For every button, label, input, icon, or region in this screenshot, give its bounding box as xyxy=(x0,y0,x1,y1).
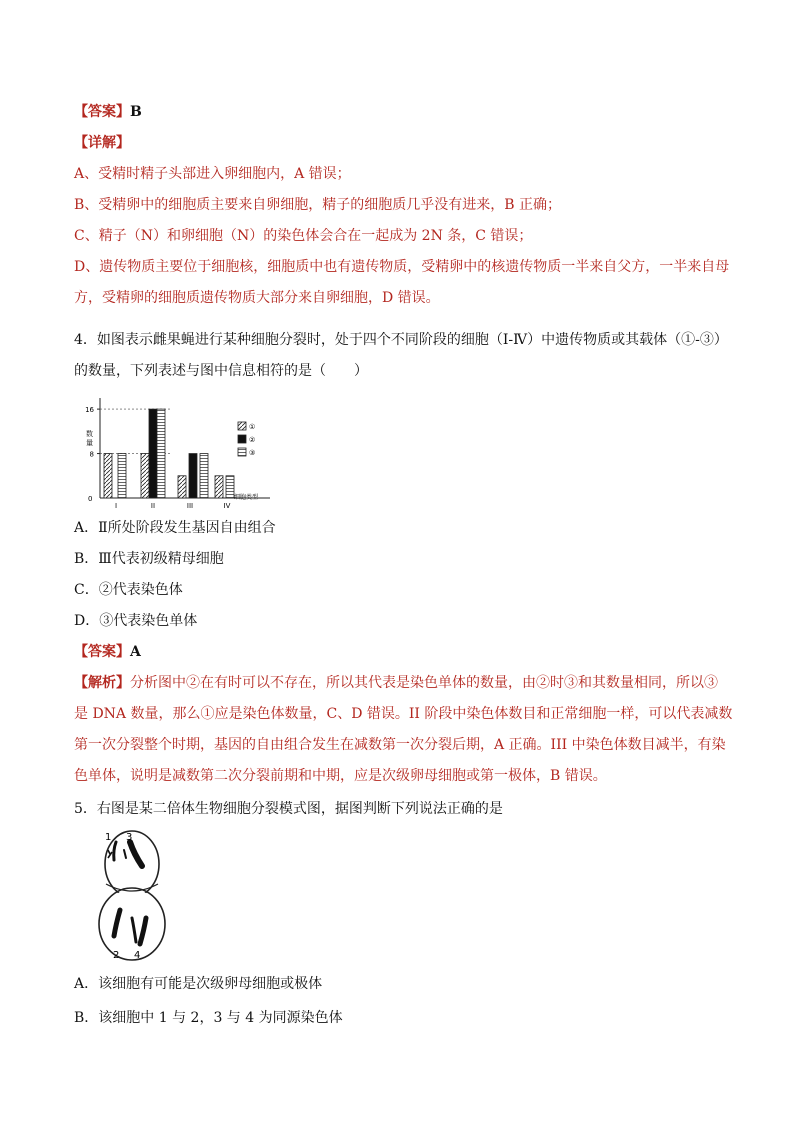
x-tick-label: II xyxy=(150,502,156,510)
q4-analysis-label: 【解析】 xyxy=(74,675,130,691)
q3-detail-line: D、遗传物质主要位于细胞核，细胞质中也有遗传物质，受精卵中的核遗传物质一半来自父方，一半来自母 xyxy=(74,259,730,275)
q4-stem-line-2: 的数量，下列表述与图中信息相符的是（ ） xyxy=(74,363,368,379)
q3-detail-line: B、受精卵中的细胞质主要来自卵细胞，精子的细胞质几乎没有进来，B 正确； xyxy=(74,197,562,213)
q4-bar-chart xyxy=(86,394,286,510)
q3-detail-line: C、精子（N）和卵细胞（N）的染色体会合在一起成为 2N 条，C 错误； xyxy=(74,228,533,244)
cell-label-3: 3 xyxy=(126,832,133,843)
y-tick-label: 8 xyxy=(89,450,94,459)
q5-stem: 5．右图是某二倍体生物细胞分裂模式图，据图判断下列说法正确的是 xyxy=(74,801,503,817)
q4-answer xyxy=(74,642,724,662)
x-tick-label: IV xyxy=(223,502,231,510)
q3-answer xyxy=(74,102,724,122)
chart-legend xyxy=(238,422,255,457)
bar-IV-series-1 xyxy=(215,476,223,498)
x-tick-label: I xyxy=(114,502,118,510)
bar-IV-series-3 xyxy=(226,476,234,498)
origin-label: 0 xyxy=(88,495,93,503)
y-axis-label: 数 xyxy=(86,430,93,438)
legend-swatch xyxy=(238,435,246,443)
q4-stem-line-1: 4．如图表示雌果蝇进行某种细胞分裂时，处于四个不同阶段的细胞（Ⅰ-Ⅳ）中遗传物质或其载体（①-③） xyxy=(74,332,728,348)
cell-division-diagram xyxy=(94,828,170,964)
bar-I-series-3 xyxy=(118,454,126,498)
q3-answer-value: B xyxy=(130,104,142,120)
legend-label: ③ xyxy=(249,449,256,457)
q5-option-b: B．该细胞中 1 与 2，3 与 4 为同源染色体 xyxy=(74,1010,343,1026)
legend-swatch xyxy=(238,448,246,456)
q4-option-b: B．Ⅲ代表初级精母细胞 xyxy=(74,551,224,567)
q4-analysis-line: 色单体，说明是减数第二次分裂前期和中期，应是次级卵母细胞或第一极体，B 错误。 xyxy=(74,768,607,784)
y-tick-label: 16 xyxy=(85,406,94,415)
bar-III-series-3 xyxy=(200,454,208,498)
x-axis-label: 细胞类型 xyxy=(234,494,259,501)
q4-option-a: A．Ⅱ所处阶段发生基因自由组合 xyxy=(74,520,276,536)
q3-detail-line: 方，受精卵的细胞质遗传物质大部分来自卵细胞，D 错误。 xyxy=(74,290,440,306)
y-axis-label: 量 xyxy=(86,439,93,447)
bar-II-series-2 xyxy=(149,409,157,498)
cell-label-4: 4 xyxy=(134,950,141,961)
cell-label-2: 2 xyxy=(113,950,120,961)
bar-I-series-1 xyxy=(104,454,112,498)
q4-analysis-line: 第一次分裂整个时期，基因的自由组合发生在减数第一次分裂后期，A 正确。III 中染色体数目减半，有染 xyxy=(74,737,726,753)
q4-analysis-line-1 xyxy=(74,673,724,693)
q5-option-a: A．该细胞有可能是次级卵母细胞或极体 xyxy=(74,976,323,992)
q4-analysis-text: 分析图中②在有时可以不存在，所以其代表是染色单体的数量，由②时③和其数量相同，所以③ xyxy=(130,675,718,691)
q4-option-d: D．③代表染色单体 xyxy=(74,613,198,629)
q4-analysis-line: 是 DNA 数量，那么①应是染色体数量，C、D 错误。II 阶段中染色体数目和正常细胞一样，可以代表减数 xyxy=(74,706,733,722)
legend-label: ② xyxy=(249,436,256,444)
legend-swatch xyxy=(238,422,246,430)
chromosome-1b xyxy=(114,842,116,860)
q4-option-c: C．②代表染色体 xyxy=(74,582,183,598)
cell-label-1: 1 xyxy=(105,832,112,843)
q4-answer-label: 【答案】 xyxy=(74,644,130,660)
legend-label: ① xyxy=(249,423,256,431)
q3-answer-label: 【答案】 xyxy=(74,104,130,120)
bar-III-series-1 xyxy=(178,476,186,498)
q4-answer-value: A xyxy=(130,644,141,660)
bar-II-series-1 xyxy=(141,454,149,498)
q3-detail-line: A、受精时精子头部进入卵细胞内，A 错误； xyxy=(74,166,351,182)
bar-III-series-2 xyxy=(189,454,197,498)
chromosome-3 xyxy=(130,842,142,866)
q3-detail-label: 【详解】 xyxy=(74,135,130,151)
bar-II-series-3 xyxy=(157,409,165,498)
x-tick-label: III xyxy=(186,502,194,510)
chromosome-1 xyxy=(108,850,112,858)
